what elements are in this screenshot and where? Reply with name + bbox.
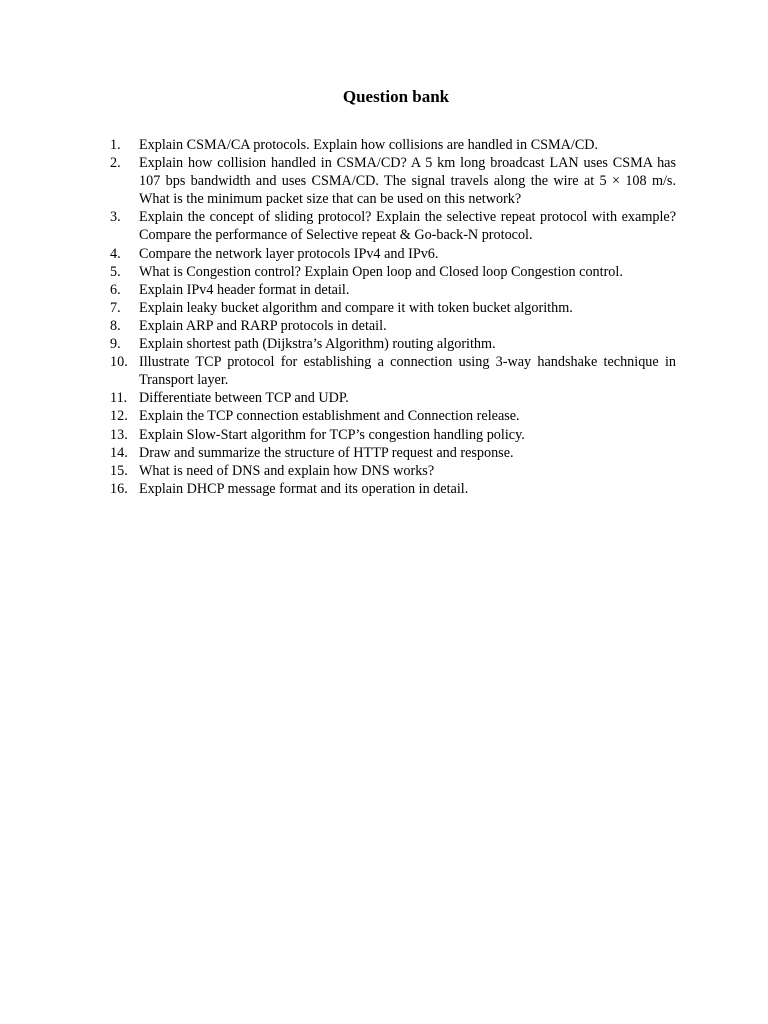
question-text: Illustrate TCP protocol for establishing a connection using 3-way handshake technique in Transport layer. xyxy=(139,354,676,389)
question-item-4 xyxy=(110,245,676,263)
question-text: Explain shortest path (Dijkstra’s Algorithm) routing algorithm. xyxy=(139,336,496,353)
question-item-7 xyxy=(110,299,676,317)
question-item-13 xyxy=(110,426,676,444)
question-number: 15. xyxy=(110,462,128,479)
question-number: 12. xyxy=(110,408,128,425)
question-text: Draw and summarize the structure of HTTP request and response. xyxy=(139,444,514,461)
question-text: What is need of DNS and explain how DNS works? xyxy=(139,462,435,479)
question-item-6 xyxy=(110,281,676,299)
question-item-16 xyxy=(110,480,676,498)
question-text: Explain CSMA/CA protocols. Explain how collisions are handled in CSMA/CD. xyxy=(139,137,599,153)
question-text: What is Congestion control? Explain Open loop and Closed loop Congestion control. xyxy=(139,263,623,280)
question-number: 9. xyxy=(110,336,121,353)
question-number: 6. xyxy=(110,281,121,298)
question-number: 4. xyxy=(110,245,121,262)
question-text: Explain IPv4 header format in detail. xyxy=(139,281,350,298)
question-text: Explain the concept of sliding protocol? Explain the selective repeat protocol with example? Compare the performance of Selective repeat & Go-back-N protocol. xyxy=(139,209,676,244)
question-item-1 xyxy=(110,136,676,154)
question-number: 11. xyxy=(110,390,128,407)
question-item-3 xyxy=(110,208,676,244)
question-number: 7. xyxy=(110,299,121,316)
question-item-5 xyxy=(110,263,676,281)
question-number: 3. xyxy=(110,209,121,226)
question-item-15 xyxy=(110,462,676,480)
question-text: Explain leaky bucket algorithm and compare it with token bucket algorithm. xyxy=(139,299,573,316)
question-number: 2. xyxy=(110,155,121,172)
question-list xyxy=(110,136,676,498)
question-number: 13. xyxy=(110,426,128,443)
question-item-11 xyxy=(110,389,676,407)
question-text: Explain Slow-Start algorithm for TCP’s congestion handling policy. xyxy=(139,426,525,443)
document-title: Question bank xyxy=(342,87,450,106)
question-text: Explain how collision handled in CSMA/CD? A 5 km long broadcast LAN uses CSMA has 107 bps bandwidth and uses CSMA/CD. The signal travels along the wire at 5 × 108 m/s. What is the minimum packet size that can be used on this network? xyxy=(139,155,676,208)
question-number: 5. xyxy=(110,263,121,280)
question-item-12 xyxy=(110,407,676,425)
question-text: Explain the TCP connection establishment and Connection release. xyxy=(139,408,520,425)
question-text: Explain ARP and RARP protocols in detail. xyxy=(139,317,387,334)
question-item-9 xyxy=(110,335,676,353)
question-item-10 xyxy=(110,353,676,389)
question-number: 16. xyxy=(110,480,128,497)
question-text: Explain DHCP message format and its operation in detail. xyxy=(139,480,469,497)
question-text: Compare the network layer protocols IPv4 and IPv6. xyxy=(139,245,439,262)
question-text: Differentiate between TCP and UDP. xyxy=(139,390,349,407)
question-item-14 xyxy=(110,444,676,462)
question-item-8 xyxy=(110,317,676,335)
question-number: 14. xyxy=(110,444,128,461)
question-number: 8. xyxy=(110,317,121,334)
question-number: 1. xyxy=(110,137,121,153)
question-item-2 xyxy=(110,154,676,208)
question-number: 10. xyxy=(110,354,128,371)
